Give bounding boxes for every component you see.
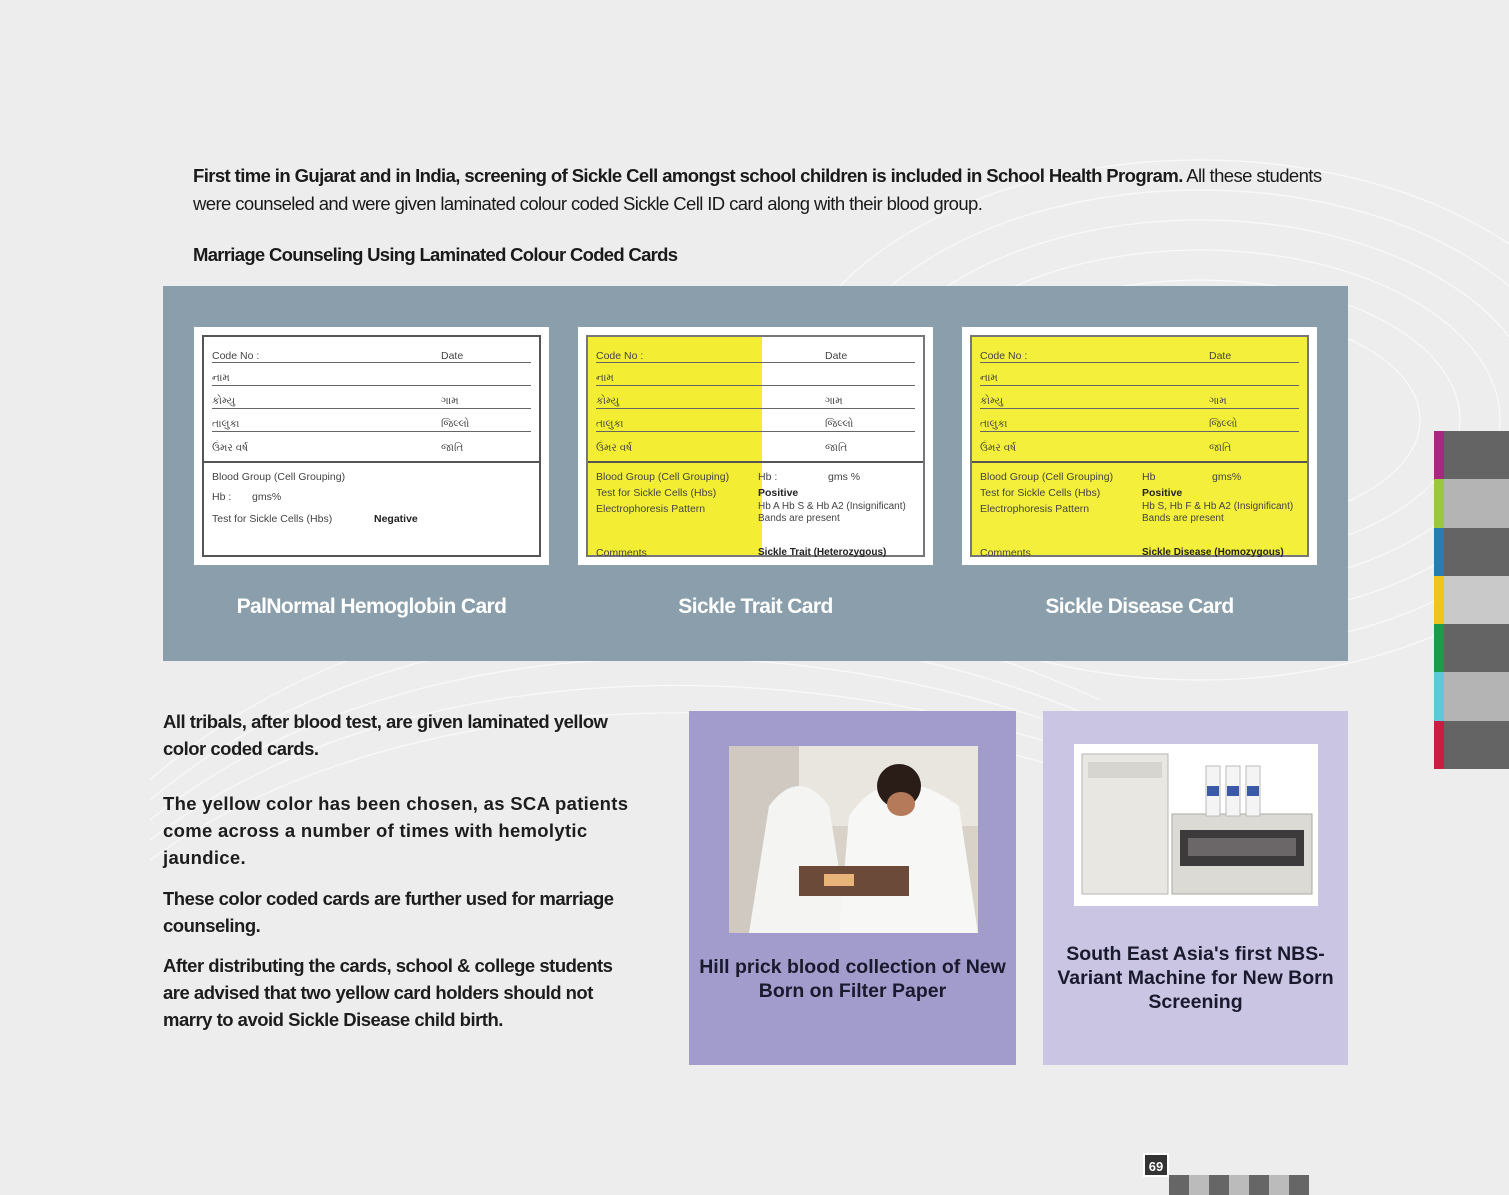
card-field: ગામ — [441, 395, 459, 407]
nbs-machine-photo — [1074, 744, 1318, 906]
card-gms: gms% — [1212, 471, 1242, 483]
card-code-label: Code No : — [980, 350, 1028, 362]
card-gms: gms % — [828, 471, 861, 483]
intro-paragraph — [193, 162, 1323, 218]
card-field: કોમ્યુ — [212, 395, 236, 407]
card-field: જિલ્લો — [441, 418, 470, 430]
card-field: ગામ — [1209, 395, 1227, 407]
card-hb: Hb : — [758, 471, 778, 483]
card-hb: Hb — [1142, 471, 1156, 483]
paragraph-marriage-counseling: These color coded cards are further used for marriage counseling. — [163, 888, 614, 936]
card-result: Negative — [374, 513, 418, 525]
cards-panel — [163, 286, 1348, 661]
card-field: નામ — [980, 372, 998, 384]
card-hb: Hb : — [212, 491, 232, 503]
section-subheading: Marriage Counseling Using Laminated Colour Coded Cards — [193, 244, 678, 265]
card-date-label: Date — [825, 350, 848, 362]
card-electro-value: Hb S, Hb F & Hb A2 (Insignificant) Bands are present — [1142, 501, 1294, 524]
paragraph-yellow-reason: The yellow color has been chosen, as SCA patients come across a number of times with hemolytic jaundice. — [163, 793, 629, 868]
card-comments-label: Comments — [596, 547, 647, 559]
card-field: કોમ્યુ — [980, 395, 1004, 407]
color-strip — [1434, 479, 1509, 527]
card-date-label: Date — [1209, 350, 1232, 362]
photo-box-nbs-machine — [1043, 711, 1348, 1065]
card-comments-value: Sickle Trait (Heterozygous) — [758, 547, 887, 558]
intro-rest: All these students were counseled and were given laminated colour coded Sickle Cell ID card along with their blood group. — [193, 165, 1322, 214]
card-field: ગામ — [825, 395, 843, 407]
card-test: Test for Sickle Cells (Hbs) — [596, 487, 717, 499]
card-field: જાતિ — [441, 442, 464, 454]
card-field: ઉંમર વર્ષ — [596, 442, 633, 454]
card-field: જિલ્લો — [825, 418, 854, 430]
card-electro-label: Electrophoresis Pattern — [980, 503, 1090, 515]
card-date-label: Date — [441, 350, 464, 362]
card-field: તાલુકા — [596, 418, 624, 430]
card-field: તાલુકા — [980, 418, 1008, 430]
page-number: 69 — [1143, 1153, 1169, 1177]
card-electro-value: Hb A Hb S & Hb A2 (Insignificant) Bands are present — [758, 501, 906, 524]
color-strip — [1434, 672, 1509, 720]
card-field: જિલ્લો — [1209, 418, 1238, 430]
card-field: ઉંમર વર્ષ — [212, 442, 249, 454]
card-code-label: Code No : — [212, 350, 260, 362]
card-test: Test for Sickle Cells (Hbs) — [980, 487, 1101, 499]
card-field: ઉંમર વર્ષ — [980, 442, 1017, 454]
sickle-disease-card — [962, 327, 1317, 565]
card-gms: gms% — [252, 491, 282, 503]
card-blood-group: Blood Group (Cell Grouping) — [980, 471, 1114, 483]
card-field: કોમ્યુ — [596, 395, 620, 407]
color-strip — [1434, 624, 1509, 672]
trait-card-caption: Sickle Trait Card — [678, 595, 833, 618]
card-blood-group: Blood Group (Cell Grouping) — [596, 471, 730, 483]
normal-card-caption: PalNormal Hemoglobin Card — [236, 595, 507, 618]
side-color-strips — [1434, 431, 1509, 769]
card-field: નામ — [212, 372, 230, 384]
card-blood-group: Blood Group (Cell Grouping) — [212, 471, 346, 483]
intro-bold: First time in Gujarat and in India, screening of Sickle Cell amongst school children is included in School Health Program. — [193, 165, 1183, 186]
disease-card-caption: Sickle Disease Card — [1045, 595, 1234, 618]
paragraph-yellow-cards: All tribals, after blood test, are given laminated yellow color coded cards. — [163, 711, 608, 759]
card-field: તાલુકા — [212, 418, 240, 430]
card-field: જાતિ — [825, 442, 848, 454]
photo-box-blood-collection — [689, 711, 1016, 1065]
nbs-machine-caption: South East Asia's first NBS-Variant Machine for New Born Screening — [1057, 943, 1334, 1013]
card-field: જાતિ — [1209, 442, 1232, 454]
blood-collection-photo — [729, 746, 978, 933]
paragraph-advice: After distributing the cards, school & college students are advised that two yellow card holders should not marry to avoid Sickle Disease child birth. — [163, 955, 613, 1030]
normal-hemoglobin-card — [194, 327, 549, 565]
card-code-label: Code No : — [596, 350, 644, 362]
card-comments-label: Comments — [980, 547, 1031, 559]
color-strip — [1434, 431, 1509, 479]
card-result: Positive — [758, 487, 799, 499]
card-result: Positive — [1142, 487, 1183, 499]
color-strip — [1434, 528, 1509, 576]
card-electro-label: Electrophoresis Pattern — [596, 503, 706, 515]
card-field: નામ — [596, 372, 614, 384]
blood-collection-caption: Hill prick blood collection of New Born on Filter Paper — [699, 956, 1006, 1002]
card-test: Test for Sickle Cells (Hbs) — [212, 513, 333, 525]
sickle-trait-card — [578, 327, 933, 565]
footer-blocks — [1169, 1175, 1309, 1195]
color-strip — [1434, 576, 1509, 624]
color-strip — [1434, 721, 1509, 769]
card-comments-value: Sickle Disease (Homozygous) — [1142, 547, 1284, 558]
